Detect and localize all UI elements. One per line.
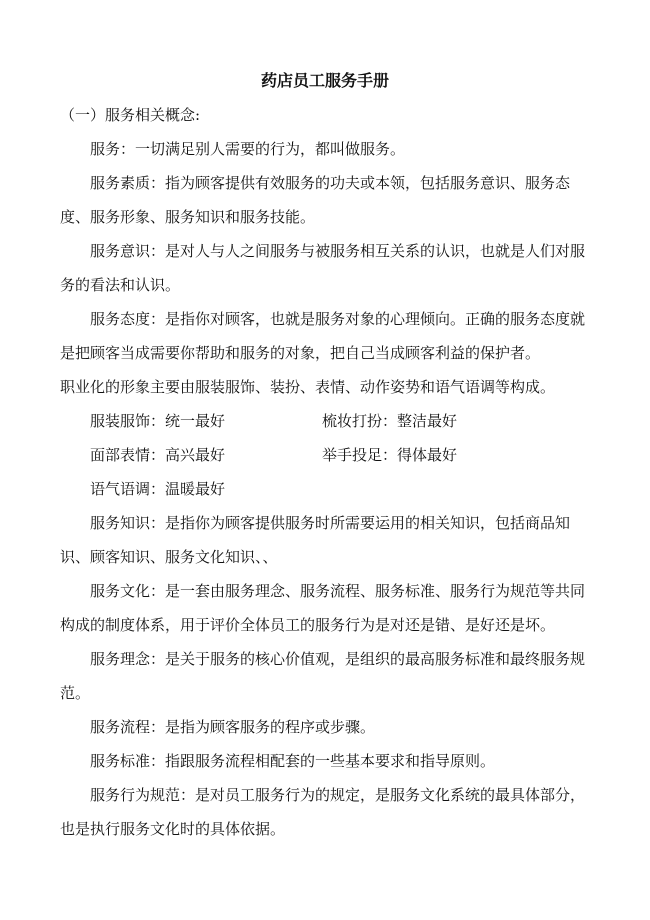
image-item-grooming: 梳妆打扮：整洁最好: [322, 412, 458, 430]
document-title: 药店员工服务手册: [260, 71, 389, 90]
image-row: [60, 438, 590, 472]
paragraph-service-knowledge: 服务知识：是指你为顾客提供服务时所需要运用的相关知识，包括商品知识、顾客知识、服务文化知识、、: [60, 514, 571, 566]
paragraph-service-awareness: 服务意识：是对人与人之间服务与被服务相互关系的认识，也就是人们对服务的看法和认识。: [60, 242, 586, 294]
image-row: [60, 472, 590, 506]
image-item-expression: 面部表情：高兴最好: [90, 446, 226, 464]
paragraph-service-process: 服务流程：是指为顾客服务的程序或步骤。: [90, 718, 376, 736]
paragraph-service-attitude: 服务态度：是指你对顾客，也就是服务对象的心理倾向。正确的服务态度就是把顾客当成需要你帮助和服务的对象，把自己当成顾客利益的保护者。: [60, 310, 586, 362]
image-item-empty: [322, 472, 590, 506]
paragraph-service-definition: 服务：一切满足别人需要的行为，都叫做服务。: [90, 140, 406, 158]
paragraph-service-philosophy: 服务理念：是关于服务的核心价值观，是组织的最高服务标准和最终服务规范。: [60, 650, 586, 702]
image-item-attire: 服装服饰：统一最好: [90, 412, 226, 430]
image-row: [60, 404, 590, 438]
paragraph-professional-image: 职业化的形象主要由服装服饰、装扮、表情、动作姿势和语气语调等构成。: [60, 378, 556, 396]
paragraph-service-culture: 服务文化：是一套由服务理念、服务流程、服务标准、服务行为规范等共同构成的制度体系，用于评价全体员工的服务行为是对还是错、是好还是坏。: [60, 582, 586, 634]
image-item-manner: 举手投足：得体最好: [322, 446, 458, 464]
paragraph-service-standard: 服务标准：指跟服务流程相配套的一些基本要求和指导原则。: [90, 752, 496, 770]
section-heading: （一）服务相关概念:: [60, 106, 201, 124]
paragraph-service-quality: 服务素质：指为顾客提供有效服务的功夫或本领，包括服务意识、服务态度、服务形象、服务知识和服务技能。: [60, 174, 571, 226]
paragraph-service-conduct: 服务行为规范：是对员工服务行为的规定，是服务文化系统的最具体部分，也是执行服务文化时的具体依据。: [60, 786, 586, 838]
image-item-tone: 语气语调：温暖最好: [90, 480, 226, 498]
